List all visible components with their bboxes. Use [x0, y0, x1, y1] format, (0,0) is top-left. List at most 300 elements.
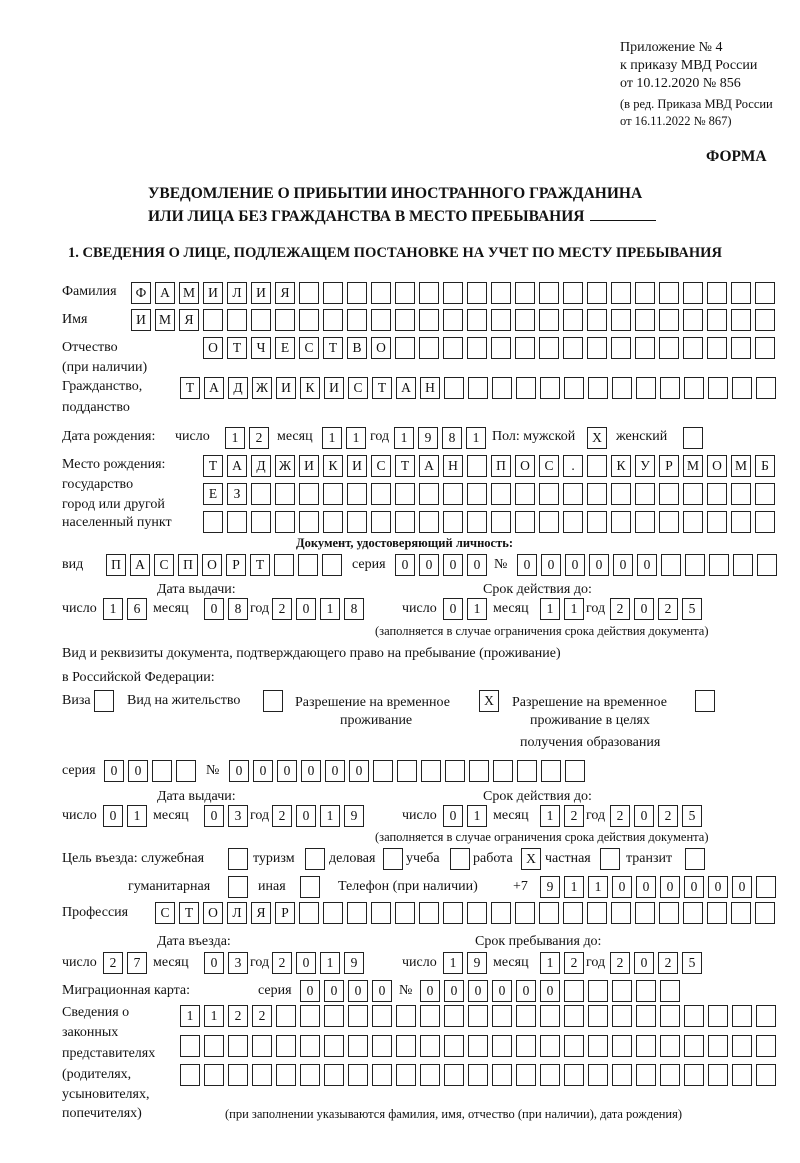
- char-box[interactable]: 0: [541, 554, 561, 576]
- char-box[interactable]: [611, 337, 631, 359]
- checkbox[interactable]: [450, 848, 470, 870]
- char-box[interactable]: [564, 1064, 584, 1086]
- char-box[interactable]: 0: [565, 554, 585, 576]
- char-box[interactable]: [611, 483, 631, 505]
- field-id-issue-year[interactable]: [272, 598, 368, 620]
- char-box[interactable]: [683, 483, 703, 505]
- char-box[interactable]: 2: [658, 598, 678, 620]
- char-box[interactable]: 0: [444, 980, 464, 1002]
- char-box[interactable]: [684, 1035, 704, 1057]
- field-sex-female[interactable]: [683, 427, 707, 449]
- char-box[interactable]: [635, 511, 655, 533]
- field-purpose-private[interactable]: [600, 848, 624, 870]
- checkbox[interactable]: [305, 848, 325, 870]
- char-box[interactable]: [587, 337, 607, 359]
- char-box[interactable]: [348, 1035, 368, 1057]
- char-box[interactable]: [323, 282, 343, 304]
- char-box[interactable]: [468, 377, 488, 399]
- char-box[interactable]: 0: [634, 598, 654, 620]
- char-box[interactable]: 0: [325, 760, 345, 782]
- field-permit-valid-year[interactable]: [610, 805, 706, 827]
- char-box[interactable]: 0: [732, 876, 752, 898]
- char-box[interactable]: [635, 902, 655, 924]
- char-box[interactable]: 0: [660, 876, 680, 898]
- field-id-issue-day[interactable]: [103, 598, 151, 620]
- char-box[interactable]: Л: [227, 282, 247, 304]
- char-box[interactable]: [731, 902, 751, 924]
- char-box[interactable]: 0: [204, 805, 224, 827]
- char-box[interactable]: [421, 760, 441, 782]
- char-box[interactable]: [227, 309, 247, 331]
- char-box[interactable]: [563, 309, 583, 331]
- char-box[interactable]: И: [251, 282, 271, 304]
- char-box[interactable]: 0: [443, 598, 463, 620]
- char-box[interactable]: [420, 1064, 440, 1086]
- char-box[interactable]: [588, 377, 608, 399]
- char-box[interactable]: [756, 1005, 776, 1027]
- char-box[interactable]: [492, 1064, 512, 1086]
- char-box[interactable]: [468, 1005, 488, 1027]
- char-box[interactable]: [636, 1035, 656, 1057]
- char-box[interactable]: С: [154, 554, 174, 576]
- char-box[interactable]: [276, 1005, 296, 1027]
- char-box[interactable]: [612, 1035, 632, 1057]
- char-box[interactable]: [731, 483, 751, 505]
- char-box[interactable]: 0: [684, 876, 704, 898]
- char-box[interactable]: [444, 1005, 464, 1027]
- char-box[interactable]: [396, 1035, 416, 1057]
- char-box[interactable]: [588, 980, 608, 1002]
- char-box[interactable]: А: [396, 377, 416, 399]
- field-stay-year[interactable]: [610, 952, 706, 974]
- char-box[interactable]: [539, 511, 559, 533]
- char-box[interactable]: 2: [610, 598, 630, 620]
- char-box[interactable]: Т: [323, 337, 343, 359]
- field-edu-residence[interactable]: [695, 690, 719, 712]
- char-box[interactable]: [684, 1064, 704, 1086]
- field-purpose-tourism[interactable]: [305, 848, 329, 870]
- char-box[interactable]: [588, 1035, 608, 1057]
- field-purpose-work[interactable]: [521, 848, 545, 870]
- field-name[interactable]: [131, 309, 779, 331]
- char-box[interactable]: [323, 483, 343, 505]
- char-box[interactable]: [347, 309, 367, 331]
- char-box[interactable]: [203, 309, 223, 331]
- char-box[interactable]: [660, 1064, 680, 1086]
- char-box[interactable]: [612, 1064, 632, 1086]
- char-box[interactable]: О: [202, 554, 222, 576]
- char-box[interactable]: Ж: [275, 455, 295, 477]
- field-residence-permit[interactable]: [263, 690, 287, 712]
- char-box[interactable]: 7: [127, 952, 147, 974]
- char-box[interactable]: [445, 760, 465, 782]
- char-box[interactable]: [419, 337, 439, 359]
- char-box[interactable]: И: [347, 455, 367, 477]
- char-box[interactable]: [612, 1005, 632, 1027]
- char-box[interactable]: [540, 1064, 560, 1086]
- char-box[interactable]: [468, 1064, 488, 1086]
- char-box[interactable]: К: [323, 455, 343, 477]
- char-box[interactable]: [565, 760, 585, 782]
- field-id-valid-day[interactable]: [443, 598, 491, 620]
- char-box[interactable]: 2: [610, 952, 630, 974]
- char-box[interactable]: Е: [203, 483, 223, 505]
- char-box[interactable]: [373, 760, 393, 782]
- char-box[interactable]: Л: [227, 902, 247, 924]
- char-box[interactable]: Т: [250, 554, 270, 576]
- char-box[interactable]: О: [203, 902, 223, 924]
- char-box[interactable]: [298, 554, 318, 576]
- char-box[interactable]: 1: [103, 598, 123, 620]
- char-box[interactable]: [588, 1005, 608, 1027]
- char-box[interactable]: 2: [658, 952, 678, 974]
- char-box[interactable]: [515, 282, 535, 304]
- char-box[interactable]: [176, 760, 196, 782]
- char-box[interactable]: Р: [659, 455, 679, 477]
- char-box[interactable]: [612, 980, 632, 1002]
- char-box[interactable]: [756, 876, 776, 898]
- char-box[interactable]: [587, 511, 607, 533]
- char-box[interactable]: [516, 1035, 536, 1057]
- char-box[interactable]: 0: [348, 980, 368, 1002]
- char-box[interactable]: 1: [540, 805, 560, 827]
- char-box[interactable]: [756, 1035, 776, 1057]
- char-box[interactable]: 2: [228, 1005, 248, 1027]
- checkbox[interactable]: X: [479, 690, 499, 712]
- char-box[interactable]: 2: [658, 805, 678, 827]
- char-box[interactable]: [300, 1064, 320, 1086]
- char-box[interactable]: С: [348, 377, 368, 399]
- char-box[interactable]: Ч: [251, 337, 271, 359]
- char-box[interactable]: [347, 282, 367, 304]
- checkbox[interactable]: [685, 848, 705, 870]
- char-box[interactable]: 0: [324, 980, 344, 1002]
- char-box[interactable]: [563, 511, 583, 533]
- char-box[interactable]: [755, 337, 775, 359]
- char-box[interactable]: Т: [227, 337, 247, 359]
- char-box[interactable]: Е: [275, 337, 295, 359]
- char-box[interactable]: А: [204, 377, 224, 399]
- char-box[interactable]: [635, 337, 655, 359]
- char-box[interactable]: [299, 483, 319, 505]
- char-box[interactable]: [204, 1035, 224, 1057]
- char-box[interactable]: [299, 902, 319, 924]
- char-box[interactable]: [541, 760, 561, 782]
- char-box[interactable]: [492, 1005, 512, 1027]
- char-box[interactable]: 0: [296, 952, 316, 974]
- char-box[interactable]: [491, 309, 511, 331]
- char-box[interactable]: [443, 337, 463, 359]
- char-box[interactable]: [395, 511, 415, 533]
- char-box[interactable]: Д: [228, 377, 248, 399]
- field-id-valid-month[interactable]: [540, 598, 588, 620]
- char-box[interactable]: 0: [395, 554, 415, 576]
- char-box[interactable]: 1: [540, 952, 560, 974]
- char-box[interactable]: [517, 760, 537, 782]
- char-box[interactable]: Т: [372, 377, 392, 399]
- char-box[interactable]: [347, 483, 367, 505]
- char-box[interactable]: 5: [682, 598, 702, 620]
- char-box[interactable]: [636, 1005, 656, 1027]
- char-box[interactable]: 0: [419, 554, 439, 576]
- field-visa[interactable]: [94, 690, 118, 712]
- char-box[interactable]: [420, 1005, 440, 1027]
- checkbox[interactable]: [683, 427, 703, 449]
- char-box[interactable]: [709, 554, 729, 576]
- char-box[interactable]: [635, 282, 655, 304]
- field-permit-issue-year[interactable]: [272, 805, 368, 827]
- char-box[interactable]: [467, 337, 487, 359]
- char-box[interactable]: А: [155, 282, 175, 304]
- char-box[interactable]: К: [611, 455, 631, 477]
- char-box[interactable]: [707, 483, 727, 505]
- char-box[interactable]: 0: [443, 554, 463, 576]
- field-id-series[interactable]: [395, 554, 491, 576]
- char-box[interactable]: 0: [589, 554, 609, 576]
- char-box[interactable]: [371, 902, 391, 924]
- char-box[interactable]: 2: [564, 952, 584, 974]
- char-box[interactable]: 3: [228, 805, 248, 827]
- char-box[interactable]: [371, 282, 391, 304]
- char-box[interactable]: 1: [322, 427, 342, 449]
- char-box[interactable]: А: [130, 554, 150, 576]
- char-box[interactable]: [611, 511, 631, 533]
- char-box[interactable]: 6: [127, 598, 147, 620]
- field-purpose-official[interactable]: [228, 848, 252, 870]
- char-box[interactable]: 2: [272, 952, 292, 974]
- char-box[interactable]: С: [371, 455, 391, 477]
- char-box[interactable]: [563, 902, 583, 924]
- field-permit-number[interactable]: [229, 760, 589, 782]
- char-box[interactable]: [467, 483, 487, 505]
- char-box[interactable]: [515, 511, 535, 533]
- char-box[interactable]: [275, 511, 295, 533]
- field-entry-year[interactable]: [272, 952, 368, 974]
- char-box[interactable]: [419, 282, 439, 304]
- char-box[interactable]: [659, 483, 679, 505]
- char-box[interactable]: [732, 1064, 752, 1086]
- char-box[interactable]: .: [563, 455, 583, 477]
- char-box[interactable]: [659, 511, 679, 533]
- char-box[interactable]: [685, 554, 705, 576]
- char-box[interactable]: А: [227, 455, 247, 477]
- char-box[interactable]: [755, 902, 775, 924]
- char-box[interactable]: 2: [103, 952, 123, 974]
- field-surname[interactable]: [131, 282, 779, 304]
- char-box[interactable]: О: [515, 455, 535, 477]
- char-box[interactable]: [227, 511, 247, 533]
- char-box[interactable]: [540, 377, 560, 399]
- char-box[interactable]: 0: [296, 805, 316, 827]
- char-box[interactable]: [516, 1064, 536, 1086]
- char-box[interactable]: [491, 337, 511, 359]
- field-birth-month[interactable]: [322, 427, 370, 449]
- field-reps-line2[interactable]: [180, 1035, 780, 1057]
- char-box[interactable]: 0: [467, 554, 487, 576]
- char-box[interactable]: [152, 760, 172, 782]
- checkbox[interactable]: [228, 848, 248, 870]
- checkbox[interactable]: [228, 876, 248, 898]
- char-box[interactable]: [515, 902, 535, 924]
- char-box[interactable]: [443, 282, 463, 304]
- char-box[interactable]: 0: [634, 952, 654, 974]
- char-box[interactable]: 0: [349, 760, 369, 782]
- char-box[interactable]: 0: [301, 760, 321, 782]
- char-box[interactable]: [635, 483, 655, 505]
- char-box[interactable]: [611, 309, 631, 331]
- checkbox[interactable]: X: [587, 427, 607, 449]
- char-box[interactable]: [564, 980, 584, 1002]
- char-box[interactable]: [324, 1064, 344, 1086]
- char-box[interactable]: [274, 554, 294, 576]
- char-box[interactable]: [324, 1005, 344, 1027]
- field-id-kind[interactable]: [106, 554, 346, 576]
- char-box[interactable]: 0: [229, 760, 249, 782]
- field-stay-day[interactable]: [443, 952, 491, 974]
- field-stay-month[interactable]: [540, 952, 588, 974]
- char-box[interactable]: М: [731, 455, 751, 477]
- char-box[interactable]: [275, 483, 295, 505]
- char-box[interactable]: 1: [467, 805, 487, 827]
- char-box[interactable]: 0: [277, 760, 297, 782]
- char-box[interactable]: [299, 282, 319, 304]
- char-box[interactable]: [611, 902, 631, 924]
- field-birthplace-line2[interactable]: [203, 483, 779, 505]
- char-box[interactable]: [444, 1064, 464, 1086]
- char-box[interactable]: [491, 902, 511, 924]
- char-box[interactable]: С: [539, 455, 559, 477]
- char-box[interactable]: 3: [228, 952, 248, 974]
- char-box[interactable]: [467, 902, 487, 924]
- char-box[interactable]: [564, 1035, 584, 1057]
- char-box[interactable]: [563, 282, 583, 304]
- char-box[interactable]: 0: [516, 980, 536, 1002]
- char-box[interactable]: [443, 483, 463, 505]
- char-box[interactable]: [395, 483, 415, 505]
- char-box[interactable]: [659, 902, 679, 924]
- char-box[interactable]: И: [203, 282, 223, 304]
- field-mc-number[interactable]: [420, 980, 684, 1002]
- char-box[interactable]: [443, 902, 463, 924]
- char-box[interactable]: [684, 1005, 704, 1027]
- char-box[interactable]: 1: [443, 952, 463, 974]
- field-birthplace-line1[interactable]: [203, 455, 779, 477]
- char-box[interactable]: [755, 483, 775, 505]
- char-box[interactable]: [683, 511, 703, 533]
- char-box[interactable]: [323, 511, 343, 533]
- checkbox[interactable]: X: [521, 848, 541, 870]
- char-box[interactable]: [540, 1005, 560, 1027]
- char-box[interactable]: [419, 902, 439, 924]
- char-box[interactable]: Я: [251, 902, 271, 924]
- char-box[interactable]: М: [179, 282, 199, 304]
- char-box[interactable]: [636, 377, 656, 399]
- char-box[interactable]: Ф: [131, 282, 151, 304]
- char-box[interactable]: 0: [104, 760, 124, 782]
- char-box[interactable]: [731, 282, 751, 304]
- char-box[interactable]: 0: [708, 876, 728, 898]
- char-box[interactable]: К: [300, 377, 320, 399]
- char-box[interactable]: [493, 760, 513, 782]
- char-box[interactable]: 5: [682, 805, 702, 827]
- char-box[interactable]: [372, 1064, 392, 1086]
- char-box[interactable]: [467, 455, 487, 477]
- char-box[interactable]: [587, 483, 607, 505]
- checkbox[interactable]: [300, 876, 320, 898]
- field-permit-issue-month[interactable]: [204, 805, 252, 827]
- char-box[interactable]: [396, 1005, 416, 1027]
- char-box[interactable]: И: [276, 377, 296, 399]
- field-patronymic[interactable]: [203, 337, 779, 359]
- char-box[interactable]: 0: [253, 760, 273, 782]
- char-box[interactable]: [372, 1035, 392, 1057]
- checkbox[interactable]: [94, 690, 114, 712]
- field-reps-line1[interactable]: [180, 1005, 780, 1027]
- char-box[interactable]: [300, 1035, 320, 1057]
- char-box[interactable]: 2: [252, 1005, 272, 1027]
- char-box[interactable]: [371, 511, 391, 533]
- char-box[interactable]: 9: [467, 952, 487, 974]
- char-box[interactable]: [397, 760, 417, 782]
- field-reps-line3[interactable]: [180, 1064, 780, 1086]
- char-box[interactable]: [755, 282, 775, 304]
- char-box[interactable]: [275, 309, 295, 331]
- char-box[interactable]: Н: [420, 377, 440, 399]
- char-box[interactable]: 0: [636, 876, 656, 898]
- char-box[interactable]: [491, 483, 511, 505]
- char-box[interactable]: 1: [320, 952, 340, 974]
- char-box[interactable]: 0: [468, 980, 488, 1002]
- char-box[interactable]: [757, 554, 777, 576]
- char-box[interactable]: [395, 309, 415, 331]
- char-box[interactable]: [395, 902, 415, 924]
- char-box[interactable]: 1: [180, 1005, 200, 1027]
- field-temp-residence[interactable]: [479, 690, 503, 712]
- char-box[interactable]: [660, 980, 680, 1002]
- char-box[interactable]: [444, 377, 464, 399]
- char-box[interactable]: [180, 1064, 200, 1086]
- char-box[interactable]: [636, 980, 656, 1002]
- char-box[interactable]: 2: [564, 805, 584, 827]
- char-box[interactable]: В: [347, 337, 367, 359]
- char-box[interactable]: [443, 309, 463, 331]
- char-box[interactable]: [324, 1035, 344, 1057]
- char-box[interactable]: 0: [637, 554, 657, 576]
- char-box[interactable]: [444, 1035, 464, 1057]
- char-box[interactable]: О: [371, 337, 391, 359]
- char-box[interactable]: [372, 1005, 392, 1027]
- char-box[interactable]: Р: [275, 902, 295, 924]
- char-box[interactable]: [660, 377, 680, 399]
- char-box[interactable]: Т: [203, 455, 223, 477]
- field-entry-month[interactable]: [204, 952, 252, 974]
- char-box[interactable]: [204, 1064, 224, 1086]
- char-box[interactable]: [659, 337, 679, 359]
- char-box[interactable]: 0: [103, 805, 123, 827]
- char-box[interactable]: [660, 1035, 680, 1057]
- checkbox[interactable]: [263, 690, 283, 712]
- char-box[interactable]: [276, 1035, 296, 1057]
- char-box[interactable]: 0: [372, 980, 392, 1002]
- char-box[interactable]: [515, 337, 535, 359]
- char-box[interactable]: С: [155, 902, 175, 924]
- field-purpose-other[interactable]: [300, 876, 324, 898]
- char-box[interactable]: [708, 1064, 728, 1086]
- char-box[interactable]: 1: [466, 427, 486, 449]
- char-box[interactable]: О: [707, 455, 727, 477]
- char-box[interactable]: П: [491, 455, 511, 477]
- char-box[interactable]: С: [299, 337, 319, 359]
